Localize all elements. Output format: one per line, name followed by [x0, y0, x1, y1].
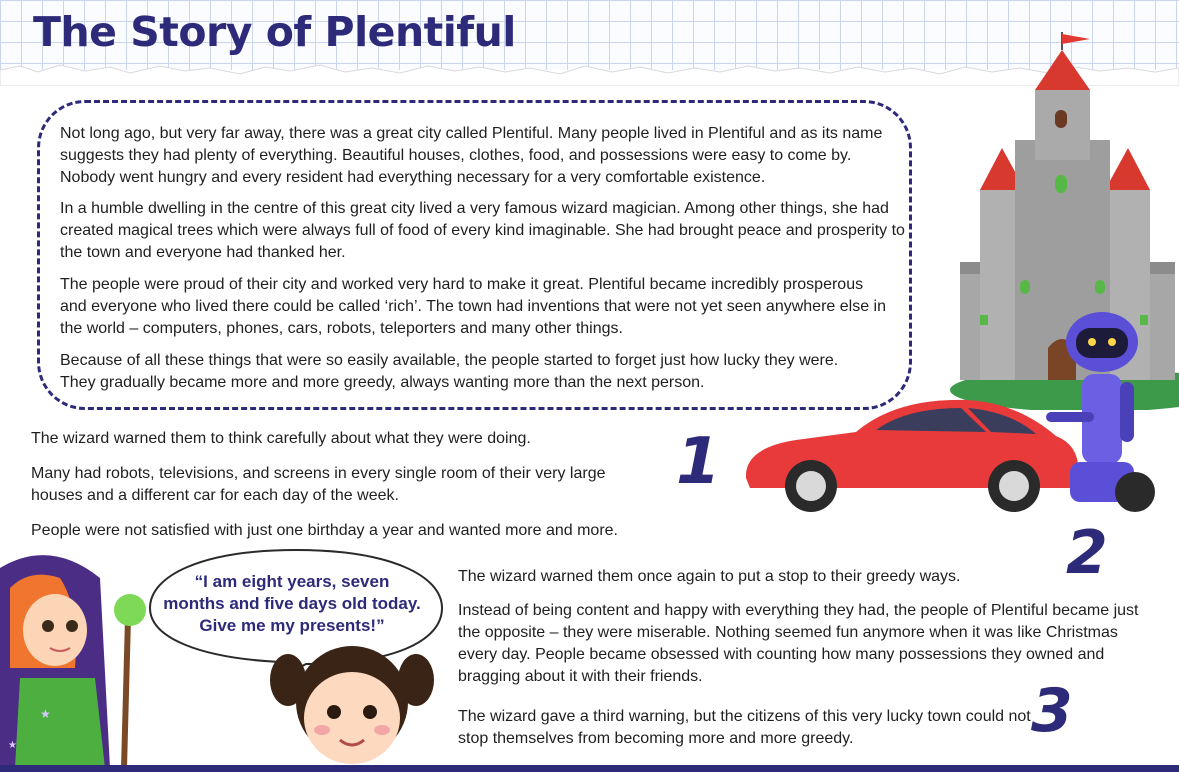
speech-bubble-text: “I am eight years, seven months and five days old today. Give me my presents!” [163, 572, 421, 635]
wizard-illustration [0, 548, 160, 768]
section1-paragraph-2: Many had robots, televisions, and screens in every single room of their very large houses and a different car for each day of the week. [31, 465, 606, 504]
section-number-2: 2 [1066, 518, 1108, 588]
section2-paragraph-1: The wizard warned them once again to put a stop to their greedy ways. [458, 568, 961, 585]
svg-text:★: ★ [8, 740, 17, 751]
story-paragraph-3: The people were proud of their city and worked very hard to make it great. Plentiful became incredibly prosperous and everyone who lived there could be called ‘rich’. The town had inventions that were not yet seen anywhere else in the world – computers, phones, cars, robots, teleporters and many other things. [60, 276, 886, 337]
section-number-3: 3 [1031, 676, 1073, 746]
page-title: The Story of Plentiful [33, 8, 516, 56]
bottom-bar [0, 765, 1179, 772]
story-paragraph-4: Because of all these things that were so easily available, the people started to forget just how lucky they were. They gradually became more and more greedy, always wanting more than the next person. [60, 352, 839, 391]
section1-paragraph-3: People were not satisfied with just one birthday a year and wanted more and more. [31, 522, 618, 539]
section3-paragraph-1: The wizard gave a third warning, but the citizens of this very lucky town could not stop themselves from becoming more and more greedy. [458, 708, 1031, 747]
girl-illustration [268, 640, 438, 770]
svg-text:★: ★ [40, 707, 51, 721]
robot-illustration [1040, 302, 1170, 517]
section-number-1: 1 [676, 425, 721, 499]
section1-paragraph-1: The wizard warned them to think carefully about what they were doing. [31, 430, 531, 447]
story-paragraph-1: Not long ago, but very far away, there was a great city called Plentiful. Many people lived in Plentiful and as its name suggests they had plenty of everything. Beautiful houses, clothes, food, and possessions were easy to come by. Nobody went hungry and every resident had everything necessary for a very comfortable existence. [60, 125, 883, 186]
section2-paragraph-2: Instead of being content and happy with everything they had, the people of Plentiful became just the opposite – they were miserable. Nothing seemed fun anymore when it was like Christmas every day. People became obsessed with counting how many possessions they owned and bragging about it with their friends. [458, 602, 1139, 685]
story-paragraph-2: In a humble dwelling in the centre of this great city lived a very famous wizard magician. Among other things, she had created magical trees which were always full of food of every kind imaginable. She had brought peace and prosperity to the town and everyone had thanked her. [60, 200, 905, 261]
